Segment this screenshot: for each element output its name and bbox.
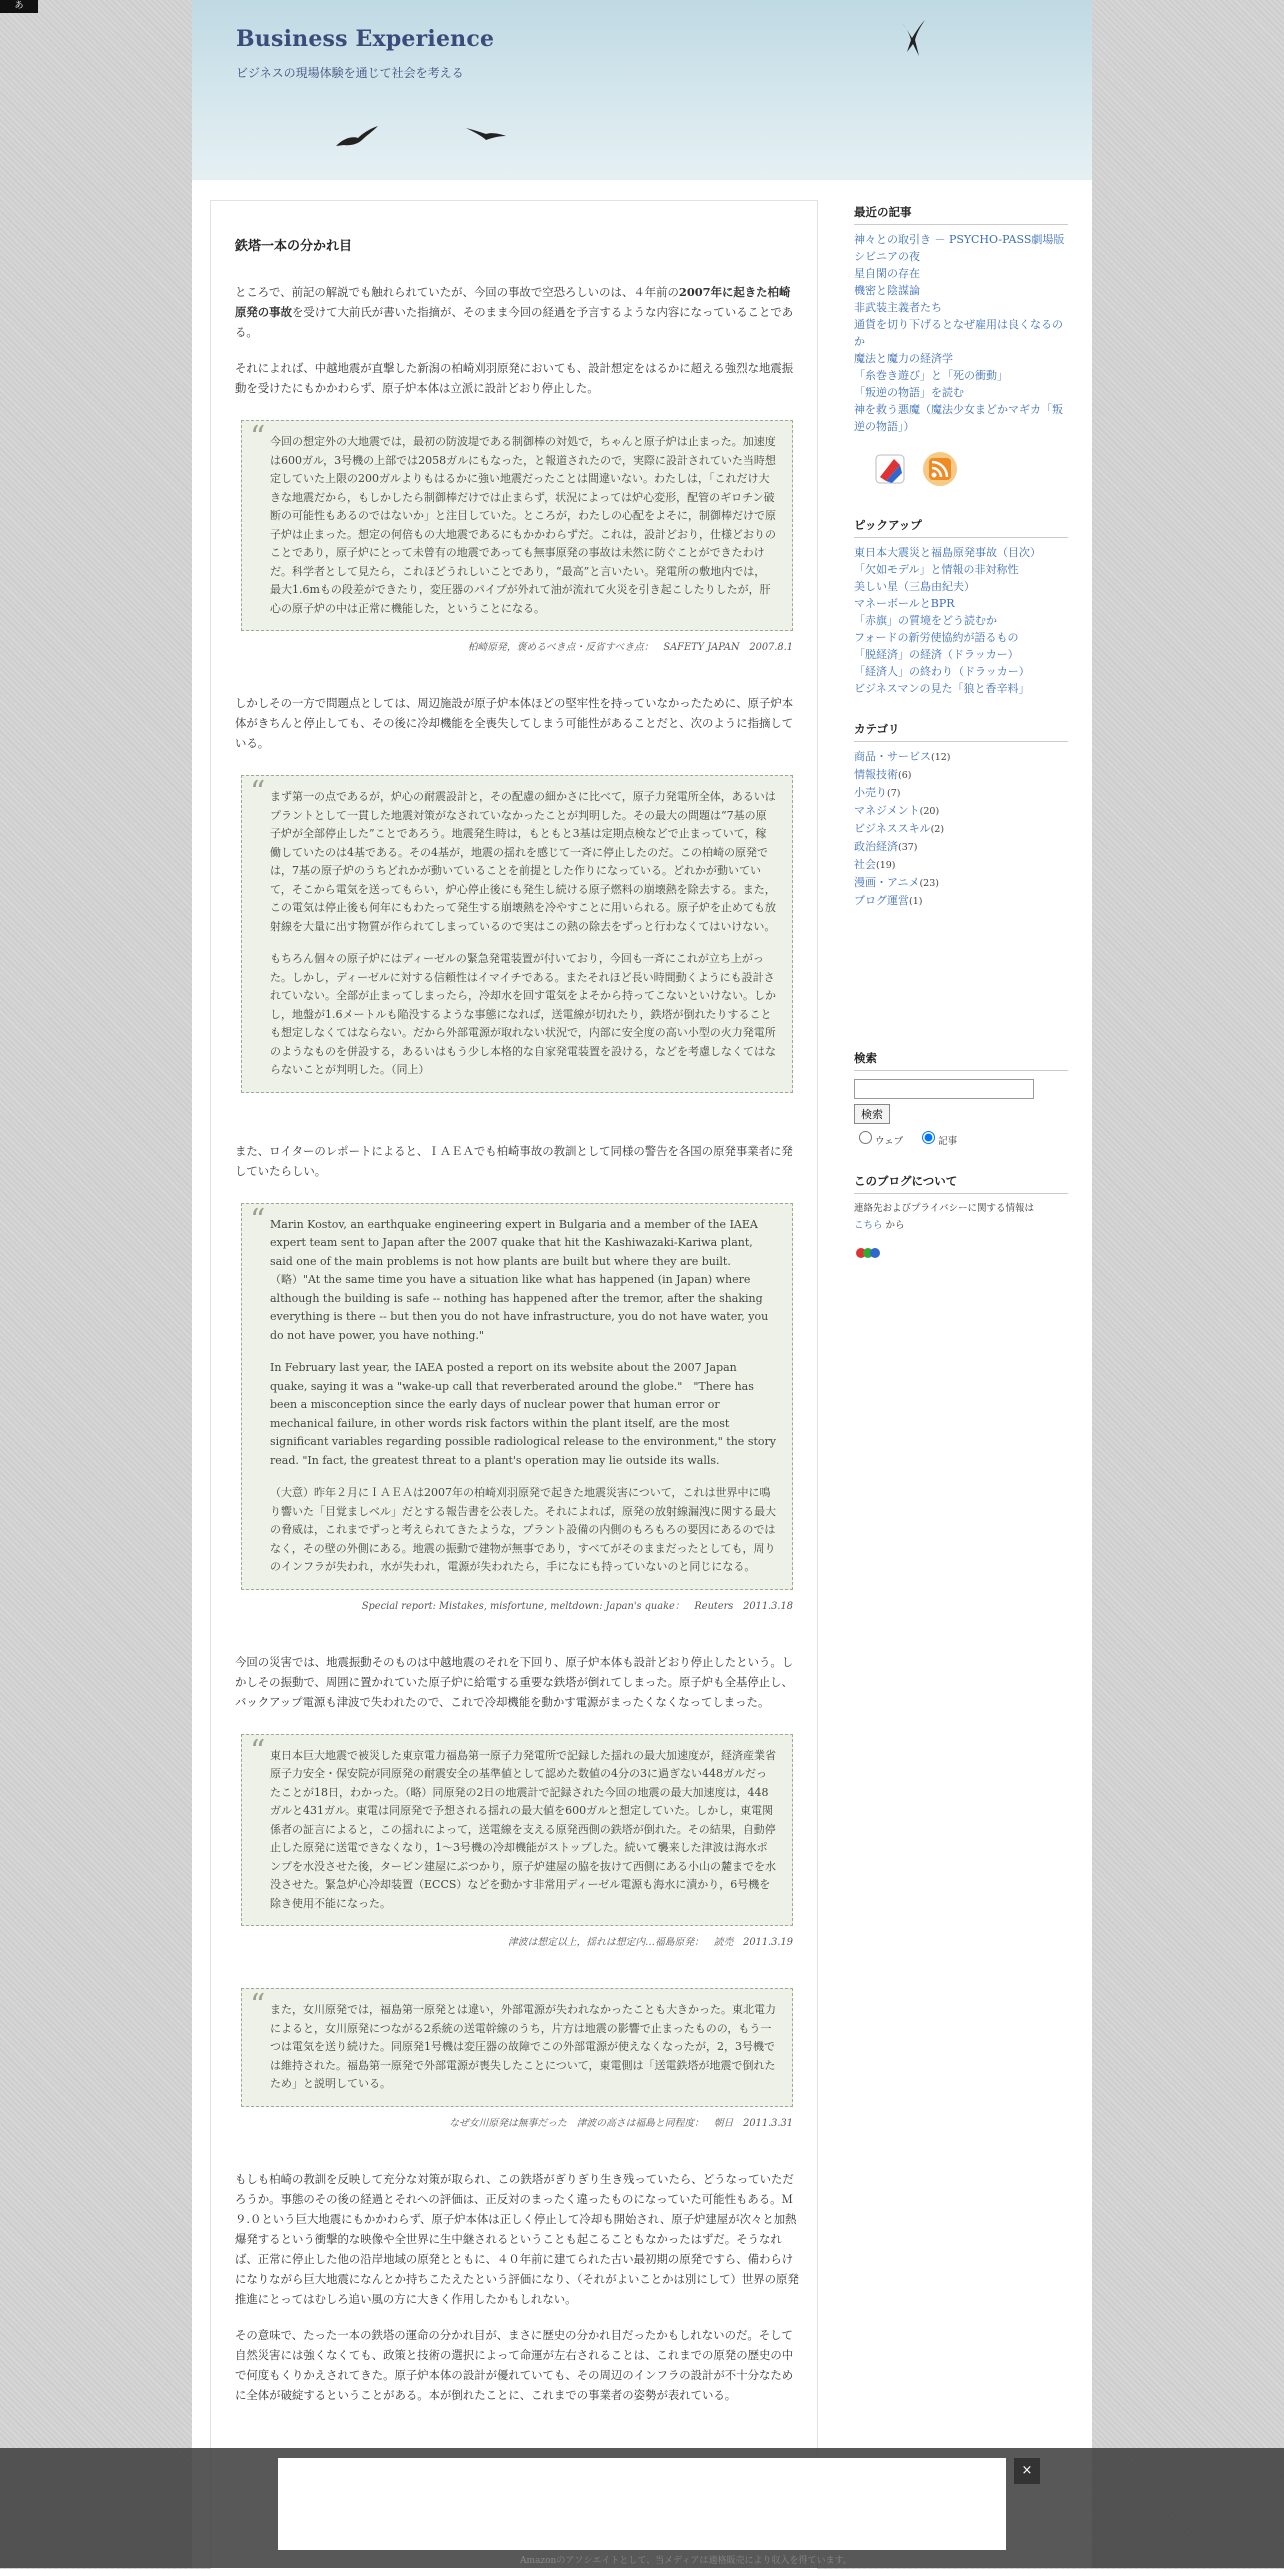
blog-header — [192, 0, 1092, 180]
sidebar-heading-pickup: ピックアップ — [854, 517, 1068, 538]
post-paragraph: その意味で、たった一本の鉄塔の運命の分かれ目が、まさに歴史の分かれ目だったかもしれないのだ。そして自然災害には強くなくても、政策と技術の選択によって命運が左右されることは、これまでの原発の歴史の中で何度もくりかえされてきた。原子炉本体の設計が優れていても、その周辺のインフラの設計が不十分なために全体が破綻するということがある。本が倒れたことに、これまでの事業者の姿勢が表れている。 — [235, 2327, 794, 2402]
quote-paragraph: また，女川原発では，福島第一原発とは違い，外部電源が失われなかったことも大きかった。東北電力によると，女川原発につながる2系統の送電幹線のうち，片方は地震の影響で止まったものの，もう一つは電気を送り続けた。同原発1号機は変圧器の故障でこの外部電源が使えなくなったが，2，3号機では維持された。福島第一原発で外部電源が喪失したことについて，東電側は「送電鉄塔が地震で倒れたため」と説明している。 — [270, 2003, 776, 2090]
quote-icon: “ — [250, 1733, 266, 1769]
recent-post-link[interactable]: 非武装主義者たち — [854, 301, 942, 314]
pickup-list — [854, 544, 1068, 697]
category-count: (7) — [887, 788, 901, 799]
category-link[interactable]: 商品・サービス — [854, 750, 931, 763]
recent-post-link[interactable]: 神々との取引き － PSYCHO-PASS劇場版 — [854, 233, 1065, 246]
blog-post — [235, 223, 799, 2421]
rss-feed-icon[interactable] — [920, 449, 960, 489]
sidebar-heading-about: このブログについて — [854, 1173, 1068, 1194]
radio-web-label[interactable]: ウェブ — [854, 1128, 903, 1147]
recent-post-link[interactable]: 「叛逆の物語」を読む — [854, 386, 964, 399]
about-text: 連絡先およびプライバシーに関する情報は こちら から — [854, 1203, 1035, 1231]
footer-note: Amazonのアソシエイトとして、当メディアは適格販売により収入を得ています。 — [520, 2556, 852, 2566]
recent-post-link[interactable]: 機密と陰謀論 — [854, 284, 920, 297]
pickup-link[interactable]: フォードの新労使協約が語るもの — [854, 631, 1019, 644]
bird-icon — [334, 124, 380, 150]
recent-post-item[interactable] — [854, 316, 1068, 350]
category-link[interactable]: 漫画・アニメ — [854, 876, 920, 889]
category-link[interactable]: 政治経済 — [854, 840, 898, 853]
recent-post-link[interactable]: 神を救う悪魔（魔法少女まどかマギカ「叛逆の物語」） — [854, 403, 1063, 433]
recent-post-link[interactable]: 「糸巻き遊び」と「死の衝動」 — [854, 369, 1008, 382]
pickup-link[interactable]: 「脱経済」の経済（ドラッカー） — [854, 648, 1019, 661]
category-count: (6) — [898, 770, 912, 781]
category-link[interactable]: 小売り — [854, 786, 887, 799]
bird-icon — [897, 18, 927, 58]
search-form — [854, 1077, 1068, 1147]
pickup-link[interactable]: 東日本大震災と福島原発事故（目次） — [854, 546, 1041, 559]
search-button[interactable]: 検索 — [854, 1104, 890, 1124]
sidebar-heading-category: カテゴリ — [854, 721, 1068, 742]
category-count: (19) — [876, 860, 896, 871]
recent-post-item[interactable] — [854, 299, 1068, 316]
quote-paragraph: 今回の想定外の大地震では，最初の防波堤である制御棒の対処で，ちゃんと原子炉は止まった。加速度は600ガル，3号機の上部では2058ガルにもなった，と報道されたので，実際に設計されていた当時想定していた上限の200ガルよりもはるかに強い地震だったことは間違いない。わたしは，「これだけ大きな地震だから，もしかしたら制御棒だけでは止まらず，状況によっては炉心変形，配管のギロチン破断の可能性もあるのではないか」と注目していた。ところが，わたしの心配をよそに，制御棒だけで原子炉は止まった。想定の何倍もの大地震であるにもかかわらずだ。これは，設計どおり，仕様どおりのことであり，原子炉にとって未曾有の地震であっても無事原発の事故は未然に防ぐことができたわけだ。科学者として見たら，これほどうれしいことであり，“最高”と言いたい。発電所の敷地内では，最大1.6mもの段差ができたり，変圧器のパイプが外れて油が流れて火災を引き起こしたりしたが，肝心の原子炉の中は正常に機能した，ということになる。 — [270, 435, 776, 615]
blog-title[interactable]: Business Experience — [236, 26, 495, 52]
pickup-link[interactable]: ビジネスマンの見た「狼と香辛料」 — [854, 682, 1030, 695]
recent-post-item[interactable] — [854, 248, 1068, 265]
category-count: (2) — [930, 824, 945, 835]
category-count: (23) — [919, 878, 939, 889]
recent-post-item[interactable] — [854, 350, 1068, 367]
blog-badge-icon[interactable] — [854, 1244, 882, 1262]
category-item[interactable] — [854, 766, 1068, 784]
category-count: (20) — [919, 806, 940, 817]
post-paragraph: しかしその一方で問題点としては、周辺施設が原子炉本体ほどの堅牢性を持っていなかったために、原子炉本体がきちんと停止しても、その後に冷却機能を全喪失してしまう可能性があることだと、次のように指摘している。 — [235, 696, 794, 750]
blockquote — [241, 1988, 793, 2107]
blockquote — [241, 420, 793, 631]
recent-post-link[interactable]: 通貨を切り下げるとなぜ雇用は良くなるのか — [854, 318, 1063, 348]
category-link[interactable]: マネジメント — [854, 804, 920, 817]
modal-dialog[interactable] — [278, 2458, 1006, 2550]
feed-icons — [870, 449, 1068, 489]
recent-post-item[interactable] — [854, 265, 1068, 282]
recent-post-item[interactable] — [854, 282, 1068, 299]
pickup-item[interactable] — [854, 629, 1068, 646]
post-paragraph: もしも柏崎の教訓を反映して充分な対策が取られ、この鉄塔がぎりぎり生き残っていたら、どうなっていただろうか。事態のその後の経過とそれへの評価は、正反対のまったく違ったものになっていた可能性もある。Ｍ９.０という巨大地震にもかかわらず、原子炉本体は正しく停止して冷却も開始され、原子炉建屋が次々と加熱爆発するという衝撃的な映像や全世界に生中継されるということも起こることもなかったはずだ。そうなれば、正常に停止した他の沿岸地域の原発とともに、４０年前に建てられた古い最初期の原発ですら、備わらけになりながら巨大地震になんとか持ちこたえたという評価になり、（それがよいことかは別にして）世界の原発推進にとってはむしろ追い風の方に大きく作用したかもしれない。 — [235, 2171, 799, 2306]
sidebar-heading-recent: 最近の記事 — [854, 204, 1068, 225]
quote-citation[interactable]: 柏崎原発，褒めるべき点・反省すべき点： SAFETY JAPAN 2007.8.1 — [467, 642, 793, 653]
quote-paragraph: 東日本巨大地震で被災した東京電力福島第一原子力発電所で記録した揺れの最大加速度が，経済産業省原子力安全・保安院が同原発の耐震安全の基準値として認めた数値の4分の3に過ぎない448ガルだったことが18日，わかった。（略）同原発の2日の地震計で記録された今回の地震の最大加速度は，448ガルと431ガル。東電は同原発で予想される揺れの最大値を600ガルと想定していた。しかし，東電関係者の証言によると，この揺れによって，送電線を支える原発西側の鉄塔が倒れた。その結果，自動停止した原発に送電できなくなり，1～3号機の冷却機能がストップした。続いて襲来した津波は海水ポンプを水没させた後，タービン建屋にぶつかり，原子炉建屋の脇を抜けて西側にある小山の麓までを水没させた。緊急炉心冷却装置（ECCS）などを動かす非常用ディーゼル電源も海水に漬かり，6号機を除き使用不能になった。 — [270, 1748, 776, 1910]
post-emphasis: 2007年に起きた柏崎原発の事故 — [235, 285, 791, 319]
page-frame — [192, 0, 1092, 2568]
category-item[interactable] — [854, 838, 1068, 856]
pickup-item[interactable] — [854, 680, 1068, 697]
pickup-link[interactable]: 「欠如モデル」と情報の非対称性 — [854, 563, 1019, 576]
sidebar — [854, 204, 1068, 1266]
category-count: (37) — [898, 842, 918, 853]
bird-icon — [464, 122, 508, 142]
category-link[interactable]: ビジネススキル — [854, 822, 931, 835]
recent-post-link[interactable]: 星自閑の存在 — [854, 267, 920, 280]
category-count: (1) — [909, 896, 923, 907]
pickup-link[interactable]: マネーボールとBPR — [854, 597, 955, 610]
recent-posts-list — [854, 231, 1068, 435]
post-title: 鉄塔一本の分かれ目 — [235, 239, 353, 254]
quote-citation[interactable]: 津波は想定以上，揺れは想定内…福島原発： 読売 2011.3.19 — [508, 1937, 793, 1948]
category-item[interactable] — [854, 892, 1068, 910]
blockquote — [241, 1203, 793, 1590]
pickup-link[interactable]: 「赤旗」の質境をどう読むか — [854, 614, 997, 627]
quote-icon: “ — [250, 1988, 266, 2023]
recent-post-item[interactable] — [854, 367, 1068, 384]
blockquote — [241, 775, 793, 1093]
pickup-item[interactable] — [854, 578, 1068, 595]
post-paragraph: ところで、前記の解説でも触れられていたが、今回の事故で空恐ろしいのは、４年前の2007年に起きた柏崎原発の事故を受けて大前氏が書いた指摘が、そのまま今回の経過を予言するような内容になっていることである。 — [235, 285, 794, 339]
corner-badge[interactable]: あ — [0, 0, 38, 13]
category-list — [854, 748, 1068, 910]
category-item[interactable] — [854, 748, 1068, 766]
quote-paragraph: （大意）昨年２月にＩＡＥＡは2007年の柏崎刈羽原発で起きた地震災害について，これは世界中に鳴り響いた「目覚ましベル」だとする報告書を公表した。それによれば，原発の放射線漏洩に関する最大の脅威は，これまでずっと考えられてきたような，プラント設備の内側のもろもろの要因にあるのではなく，その壁の外側にある。地震の振動で建物が無事であり，すべてがそのままだったとしても，周りのインフラが失われ，水が失われ，電源が失われたら，手になにも持っていないのと同じになる。 — [270, 1486, 776, 1573]
main-content — [210, 200, 818, 2569]
pickup-link[interactable]: 「経済人」の終わり（ドラッカー） — [854, 665, 1030, 678]
pickup-link[interactable]: 美しい星（三島由紀夫） — [854, 580, 975, 593]
pickup-item[interactable] — [854, 544, 1068, 561]
category-item[interactable] — [854, 802, 1068, 820]
category-item[interactable] — [854, 784, 1068, 802]
quote-citation[interactable]: なぜ女川原発は無事だった 津波の高さは福島と同程度： 朝日 2011.3.31 — [449, 2117, 793, 2129]
pickup-item[interactable] — [854, 561, 1068, 578]
category-link[interactable]: 情報技術 — [854, 768, 898, 781]
category-link[interactable]: ブログ運営 — [854, 894, 909, 907]
category-item[interactable] — [854, 820, 1068, 838]
quote-icon: “ — [250, 420, 266, 455]
blog-tagline: ビジネスの現場体験を通じて社会を考える — [236, 66, 464, 80]
recent-post-link[interactable]: シビニアの夜 — [854, 250, 920, 263]
quote-citation[interactable]: Special report: Mistakes, misfortune, meltdown: Japan's quake： Reuters 2011.3.18 — [361, 1600, 793, 1612]
category-item[interactable] — [854, 856, 1068, 874]
recent-post-link[interactable]: 魔法と魔力の経済学 — [854, 352, 953, 365]
quote-paragraph: まず第一の点であるが，炉心の耐震設計と，その配慮の細かさに比べて，原子力発電所全体，あるいはプラントとして一貫した地震対策がなされていなかったことが判明した。その最大の問題は“7基の原子炉が全部停止した”ことであろう。地震発生時は，もともと3基は定期点検などで止まっていて，稼働していたのは4基である。その4基が，地震の揺れを感じて一斉に停止したのだ。この柏崎の原発では，7基の原子炉のうちどれかが動いていることを前提とした作りになっている。どれかが動いていて，そこから電気を送ってもらい，炉心停止後にも発生し続ける原子燃料の崩壊熱を除去する。また，この電気は停止後も何年にもわたって発生する崩壊熱を冷やすことに用いられる。原子炉を止めても放射線を大量に出す物質が作られてしまっているので実はこの熱の除去をずっと行わなくてはいけない。 — [270, 790, 776, 933]
post-paragraph: 今回の災害では、地震振動そのものは中越地震のそれを下回り、原子炉本体も設計どおり停止したという。しかしその振動で、周囲に置かれていた原子炉に給電する重要な鉄塔が倒れてしまった。原子炉も全基停止し、バックアップ電源も津波で失われたので、これで冷却機能を動かす電源がまったくなくなってしまった。 — [235, 1654, 794, 1709]
pickup-item[interactable] — [854, 646, 1068, 663]
recent-post-item[interactable] — [854, 401, 1068, 435]
quote-icon: “ — [250, 775, 266, 810]
quote-paragraph: Marin Kostov, an earthquake engineering expert in Bulgaria and a member of the IAEA expert team sent to Japan after the 2007 quake that hit the Kashiwazaki-Kariwa plant, said one of the main problems is not how plants are built but where they are built.（略）"At the same time you have a situation like what has happened (in Japan) where although the building is safe -- nothing has happened after the tremor, after the shaking everything is there -- but then you do not have infrastructure, you do not have water, you do not have power, you have nothing." — [270, 1217, 769, 1342]
quote-icon: “ — [250, 1202, 266, 1238]
about-link[interactable]: こちら — [854, 1220, 883, 1231]
category-link[interactable]: 社会 — [854, 858, 876, 871]
radio-web[interactable] — [859, 1131, 872, 1144]
recent-post-item[interactable] — [854, 231, 1068, 248]
search-input[interactable] — [854, 1079, 1034, 1099]
category-item[interactable] — [854, 874, 1068, 892]
search-scope — [854, 1128, 1068, 1147]
category-count: (12) — [931, 752, 951, 763]
blog-reader-icon[interactable] — [870, 449, 910, 489]
pickup-item[interactable] — [854, 612, 1068, 629]
radio-blog-label[interactable]: 記事 — [917, 1128, 957, 1147]
quote-paragraph: もちろん個々の原子炉にはディーゼルの緊急発電装置が付いており，今回も一斉にこれが立ち上がった。しかし，ディーゼルに対する信頼性はイマイチである。またそれほど長い時間動くようにも設計されていない。全部が止まってしまったら，冷却水を回す電気をよそから持ってこないといけない。しかし，地盤が1.6メートルも陥没するような事態になれば，送電線が切れたり，鉄塔が倒れたりすることも想定しなくてはならない。だから外部電源が取れない状況で，内部に安全度の高い小型の火力発電所のようなものを併設する，あるいはもう少し本格的な自家発電装置を設ける，などを考慮しなくてはならないことが判明した。（同上） — [270, 952, 776, 1076]
radio-blog[interactable] — [922, 1131, 935, 1144]
quote-paragraph: In February last year, the IAEA posted a report on its website about the 2007 Japan quake, saying it was a "wake-up call that reverberated around the globe." "There has been a misconception since the early days of nuclear power that human error or mechanical failure, in other words risk factors within the plant itself, are the most significant variables regarding possible radiological release to the environment," the story read. "In fact, the greatest threat to a plant's operation may lie outside its walls. — [270, 1361, 776, 1467]
post-paragraph: また、ロイターのレポートによると、ＩＡＥＡでも柏崎事故の教訓として同様の警告を各国の原発事業者に発していたらしい。 — [235, 1143, 793, 1178]
pickup-item[interactable] — [854, 595, 1068, 612]
recent-post-item[interactable] — [854, 384, 1068, 401]
pickup-item[interactable] — [854, 663, 1068, 680]
sidebar-heading-search: 検索 — [854, 1050, 1068, 1071]
post-paragraph: それによれば、中越地震が直撃した新潟の柏崎刈羽原発においても、設計想定をはるかに超える強烈な地震振動を受けたにもかかわらず、原子炉本体は立派に設計どおり停止した。 — [235, 361, 794, 395]
close-icon[interactable]: × — [1014, 2458, 1040, 2484]
blockquote — [241, 1734, 793, 1927]
